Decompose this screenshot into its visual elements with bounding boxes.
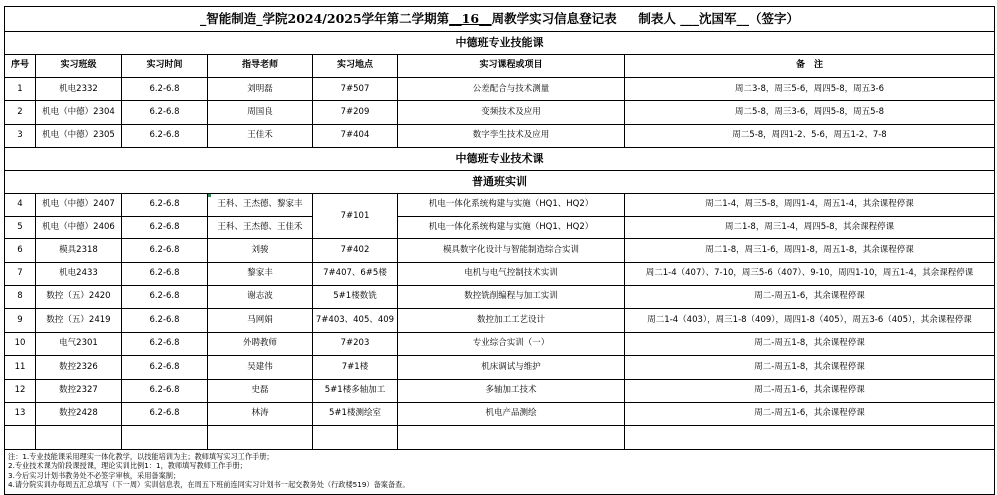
cell-teacher: 王科、王杰德、王佳禾 bbox=[208, 216, 313, 239]
table-row bbox=[5, 216, 995, 239]
cell-note: 周二1-8，周三1-6，周四1-8，周五1-8，其余课程停课 bbox=[625, 239, 995, 262]
cell-course: 公差配合与技术测量 bbox=[398, 78, 625, 101]
cell-no: 7 bbox=[5, 262, 36, 285]
cell-time bbox=[122, 426, 208, 449]
cell-no: 3 bbox=[5, 124, 36, 147]
cell-no: 4 bbox=[5, 194, 36, 217]
cell-teacher: 周国良 bbox=[208, 101, 313, 124]
header-note: 备 注 bbox=[625, 55, 995, 78]
cell-class: 数控2428 bbox=[36, 402, 122, 425]
cell-course: 电机与电气控制技术实训 bbox=[398, 262, 625, 285]
cell-place: 5#1楼测绘室 bbox=[313, 402, 398, 425]
cell-place: 7#404 bbox=[313, 124, 398, 147]
cell-note: 周二-周五1-8，其余课程停课 bbox=[625, 356, 995, 379]
header-class: 实习班级 bbox=[36, 55, 122, 78]
cell-course: 数字孪生技术及应用 bbox=[398, 124, 625, 147]
cell-note: 周二-周五1-8，其余课程停课 bbox=[625, 332, 995, 355]
note-line: 注：1.专业技能课采用理实一体化教学，以技能培训为主；教师填写实习工作手册； bbox=[8, 451, 274, 461]
cell-place: 7#403、405、409 bbox=[313, 309, 398, 332]
note-line: 2.专业技术课为阶段课授课，理论实训比例1：1，教师填写教师工作手册； bbox=[8, 461, 247, 471]
header-teacher: 指导老师 bbox=[208, 55, 313, 78]
cell-class: 数控2327 bbox=[36, 379, 122, 402]
cell-class bbox=[36, 426, 122, 449]
header-no: 序号 bbox=[5, 55, 36, 78]
section-regular: 普通班实训 bbox=[5, 171, 995, 194]
cell-place bbox=[313, 426, 398, 449]
cell-time: 6.2-6.8 bbox=[122, 124, 208, 147]
cell-class: 数控（五）2419 bbox=[36, 309, 122, 332]
cell-class: 机电2433 bbox=[36, 262, 122, 285]
table-row bbox=[5, 332, 995, 355]
cell-note: 周二1-4（407）、7-10，周三5-6（407）、9-10，周四1-10，周五1-4，其余课程停课 bbox=[625, 262, 995, 285]
header-course: 实习课程或项目 bbox=[398, 55, 625, 78]
cell-time: 6.2-6.8 bbox=[122, 216, 208, 239]
cell-class: 机电（中德）2406 bbox=[36, 216, 122, 239]
cell-teacher: 刘明磊 bbox=[208, 78, 313, 101]
cell-teacher: 王科、王杰德、黎家丰 bbox=[208, 194, 313, 217]
cell-note: 周二1-4（403），周三1-8（409），周四1-8（405），周五3-6（405），其余课程停课 bbox=[625, 309, 995, 332]
cell-teacher: 吴建伟 bbox=[208, 356, 313, 379]
cell-time: 6.2-6.8 bbox=[122, 101, 208, 124]
header-row bbox=[5, 55, 995, 78]
cell-place: 7#1楼 bbox=[313, 356, 398, 379]
cell-course: 机床调试与维护 bbox=[398, 356, 625, 379]
cell-class: 机电（中德）2407 bbox=[36, 194, 122, 217]
cell-course: 数控加工工艺设计 bbox=[398, 309, 625, 332]
cell-teacher bbox=[208, 426, 313, 449]
cell-no: 2 bbox=[5, 101, 36, 124]
cell-time: 6.2-6.8 bbox=[122, 356, 208, 379]
cell-class: 电气2301 bbox=[36, 332, 122, 355]
cell-course: 模具数字化设计与智能制造综合实训 bbox=[398, 239, 625, 262]
cell-teacher: 谢志波 bbox=[208, 285, 313, 308]
notes-cell bbox=[5, 449, 995, 494]
cell-place: 7#209 bbox=[313, 101, 398, 124]
cell-no: 13 bbox=[5, 402, 36, 425]
table-row bbox=[5, 262, 995, 285]
cell-course: 机电一体化系统构建与实施（HQ1、HQ2） bbox=[398, 216, 625, 239]
cell-class: 模具2318 bbox=[36, 239, 122, 262]
table-row bbox=[5, 426, 995, 449]
cell-time: 6.2-6.8 bbox=[122, 239, 208, 262]
table-row bbox=[5, 356, 995, 379]
info-table bbox=[4, 6, 995, 495]
title-sign: （签字） bbox=[749, 11, 800, 27]
cell-note: 周二-周五1-6，其余课程停课 bbox=[625, 285, 995, 308]
title-week: __16__ bbox=[449, 11, 492, 27]
title-maker-label: 制表人 bbox=[638, 11, 676, 27]
title-middle: 周教学实习信息登记表 bbox=[491, 11, 617, 27]
cell-note: 周二5-8，周四1-2、5-6，周五1-2、7-8 bbox=[625, 124, 995, 147]
cell-class: 数控（五）2420 bbox=[36, 285, 122, 308]
cell-no: 11 bbox=[5, 356, 36, 379]
table-row bbox=[5, 78, 995, 101]
cell-time: 6.2-6.8 bbox=[122, 78, 208, 101]
cell-class: 机电2332 bbox=[36, 78, 122, 101]
cell-place: 7#507 bbox=[313, 78, 398, 101]
cell-class: 机电（中德）2304 bbox=[36, 101, 122, 124]
cell-teacher: 史磊 bbox=[208, 379, 313, 402]
cell-no: 1 bbox=[5, 78, 36, 101]
cell-course: 专业综合实训（一） bbox=[398, 332, 625, 355]
header-place: 实习地点 bbox=[313, 55, 398, 78]
cell-note: 周二5-8，周三3-6，周四5-8，周五5-8 bbox=[625, 101, 995, 124]
table-row bbox=[5, 124, 995, 147]
cell-no: 10 bbox=[5, 332, 36, 355]
table-row bbox=[5, 101, 995, 124]
cell-no: 8 bbox=[5, 285, 36, 308]
title-prefix: _智能制造_学院2024/2025学年第二学期第 bbox=[200, 11, 450, 27]
cell-note: 周二1-4，周三5-8，周四1-4，周五1-4，其余课程停课 bbox=[625, 194, 995, 217]
cell-teacher: 黎家丰 bbox=[208, 262, 313, 285]
cell-course: 机电一体化系统构建与实施（HQ1、HQ2） bbox=[398, 194, 625, 217]
cell-place: 5#1楼数铣 bbox=[313, 285, 398, 308]
cell-teacher: 马网娟 bbox=[208, 309, 313, 332]
table-row bbox=[5, 194, 995, 217]
header-time: 实习时间 bbox=[122, 55, 208, 78]
cell-no: 12 bbox=[5, 379, 36, 402]
cell-course: 机电产品测绘 bbox=[398, 402, 625, 425]
cell-note: 周二-周五1-6，其余课程停课 bbox=[625, 402, 995, 425]
cell-note: 周二3-8，周三5-6，周四5-8，周五3-6 bbox=[625, 78, 995, 101]
cell-place: 7#203 bbox=[313, 332, 398, 355]
section-zhongde-skill: 中德班专业技能课 bbox=[5, 32, 995, 55]
cell-course: 变频技术及应用 bbox=[398, 101, 625, 124]
cell-no: 6 bbox=[5, 239, 36, 262]
cell-note: 周二1-8，周三1-4，周四5-8，其余课程停课 bbox=[625, 216, 995, 239]
cell-no: 9 bbox=[5, 309, 36, 332]
table-row bbox=[5, 402, 995, 425]
cell-class: 机电（中德）2305 bbox=[36, 124, 122, 147]
section-zhongde-tech: 中德班专业技术课 bbox=[5, 148, 995, 171]
cell-place: 7#402 bbox=[313, 239, 398, 262]
cell-teacher: 外聘教师 bbox=[208, 332, 313, 355]
cell-no: 5 bbox=[5, 216, 36, 239]
cell-note: 周二-周五1-6，其余课程停课 bbox=[625, 379, 995, 402]
cell-course: 多轴加工技术 bbox=[398, 379, 625, 402]
cell-course bbox=[398, 426, 625, 449]
cell-teacher: 刘骏 bbox=[208, 239, 313, 262]
cell-teacher: 林涛 bbox=[208, 402, 313, 425]
table-row bbox=[5, 379, 995, 402]
cell-place: 5#1楼多轴加工 bbox=[313, 379, 398, 402]
cell-teacher: 王佳禾 bbox=[208, 124, 313, 147]
table-row bbox=[5, 239, 995, 262]
cell-class: 数控2326 bbox=[36, 356, 122, 379]
cell-place-shared: 7#101 bbox=[313, 194, 398, 239]
cell-course: 数控铣削编程与加工实训 bbox=[398, 285, 625, 308]
title-maker: ___沈国军__ bbox=[680, 11, 749, 27]
cell-time: 6.2-6.8 bbox=[122, 402, 208, 425]
registration-sheet bbox=[4, 6, 994, 495]
cell-no bbox=[5, 426, 36, 449]
cell-time: 6.2-6.8 bbox=[122, 194, 208, 217]
cell-time: 6.2-6.8 bbox=[122, 379, 208, 402]
table-row bbox=[5, 309, 995, 332]
cell-time: 6.2-6.8 bbox=[122, 262, 208, 285]
cell-note bbox=[625, 426, 995, 449]
cell-time: 6.2-6.8 bbox=[122, 332, 208, 355]
cell-time: 6.2-6.8 bbox=[122, 285, 208, 308]
note-line: 3.今后实习计划书教务处不必签字审核，采用备案制； bbox=[8, 470, 181, 480]
sheet-title bbox=[5, 7, 995, 32]
cell-time: 6.2-6.8 bbox=[122, 309, 208, 332]
table-row bbox=[5, 285, 995, 308]
note-line: 4.请分院实训办每周五汇总填写（下一周）实训信息表，在周五下班前连同实习计划书一起交教务处（行政楼519）备案备查。 bbox=[8, 480, 410, 490]
cell-place: 7#407、6#5楼 bbox=[313, 262, 398, 285]
